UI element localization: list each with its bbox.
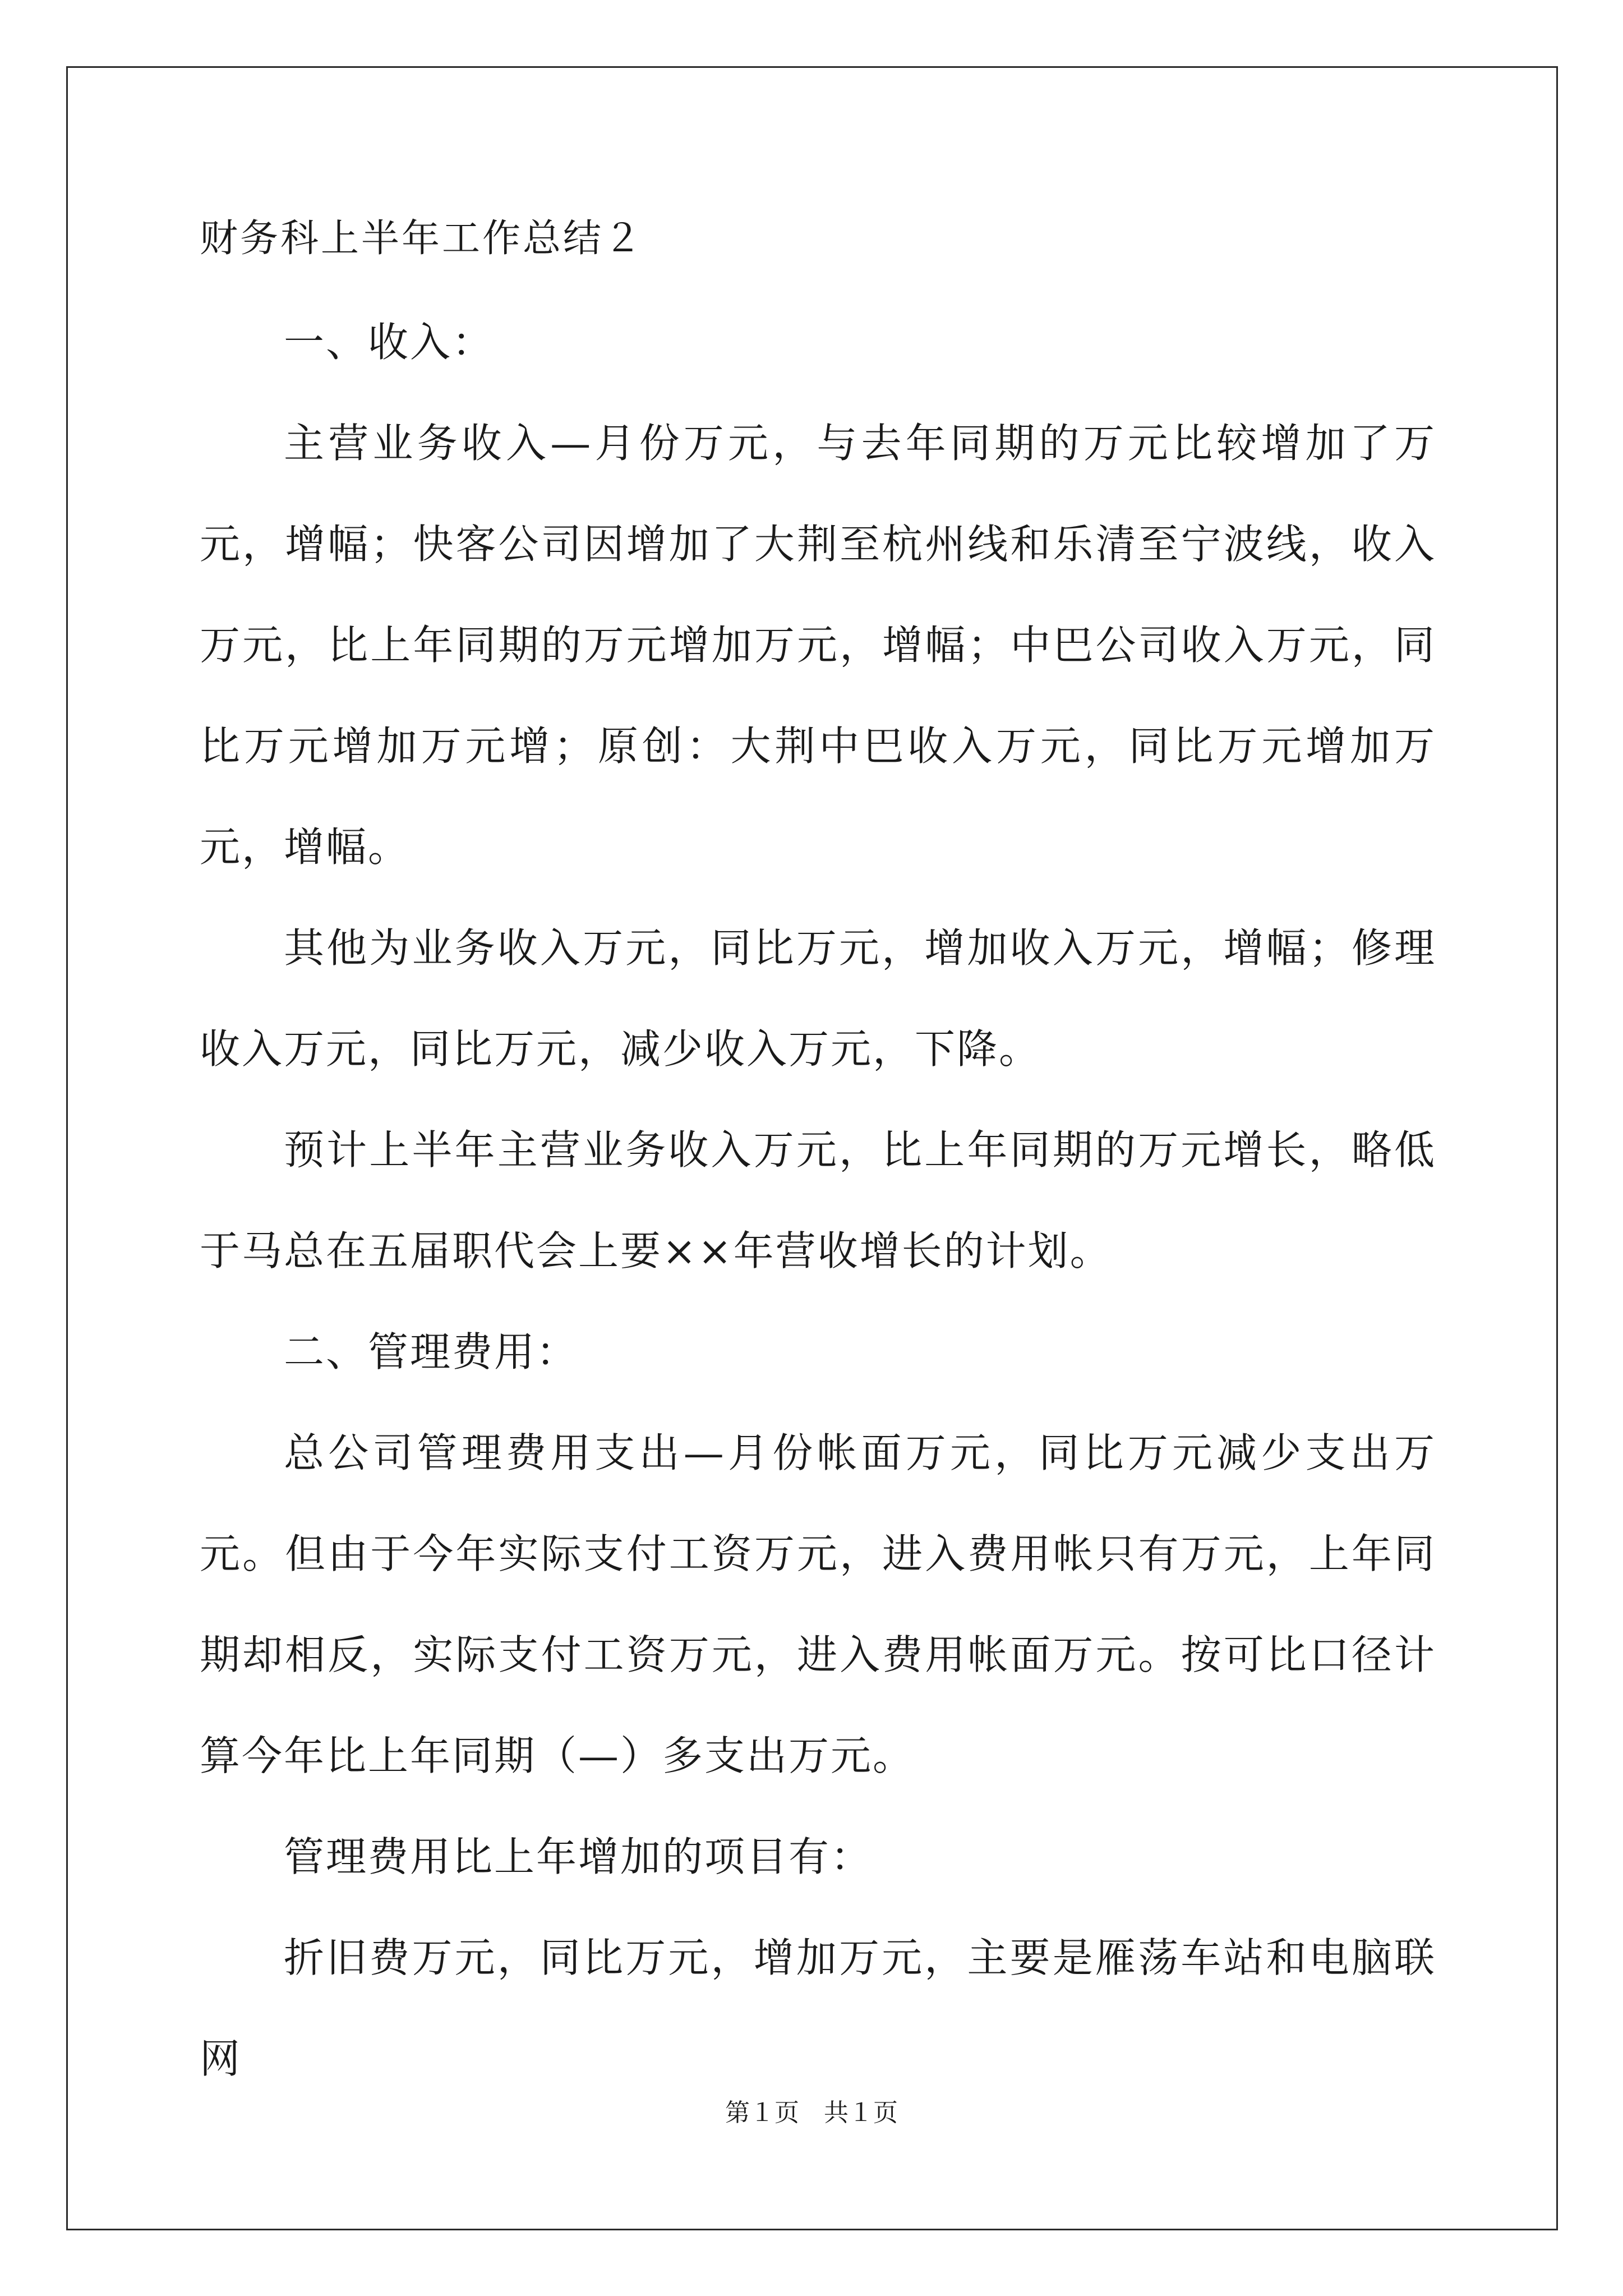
section-heading-income: 一、收入： — [284, 319, 495, 366]
document-body — [200, 292, 1436, 2109]
page-footer: 第１页 共１页 — [725, 2099, 898, 2127]
section-heading-management-cost: 二、管理费用： — [284, 1328, 579, 1375]
paragraph-forecast: 预计上半年主营业务收入万元，比上年同期的万元增长，略低于马总在五届职代会上要××年营收增长的计划。 — [200, 1126, 1436, 1274]
paragraph-other-revenue: 其他为业务收入万元，同比万元，增加收入万元，增幅；修理收入万元，同比万元，减少收入万元，下降。 — [200, 924, 1436, 1073]
paragraph-increase-items-heading: 管理费用比上年增加的项目有： — [284, 1833, 873, 1880]
paragraph-management-cost: 总公司管理费用支出—月份帐面万元，同比万元减少支出万元。但由于今年实际支付工资万元，进入费用帐只有万元，上年同期却相反，实际支付工资万元，进入费用帐面万元。按可比口径计算今年比上年同期（—）多支出万元。 — [200, 1429, 1436, 1779]
document-title: 财务科上半年工作总结２ — [200, 217, 644, 261]
paragraph-main-revenue: 主营业务收入—月份万元，与去年同期的万元比较增加了万元，增幅；快客公司因增加了大荆至杭州线和乐清至宁波线，收入万元，比上年同期的万元增加万元，增幅；中巴公司收入万元，同比万元增加万元增；原创：大荆中巴收入万元，同比万元增加万元，增幅。 — [200, 420, 1436, 871]
paragraph-depreciation: 折旧费万元，同比万元，增加万元，主要是雁荡车站和电脑联网 — [200, 1934, 1436, 2082]
